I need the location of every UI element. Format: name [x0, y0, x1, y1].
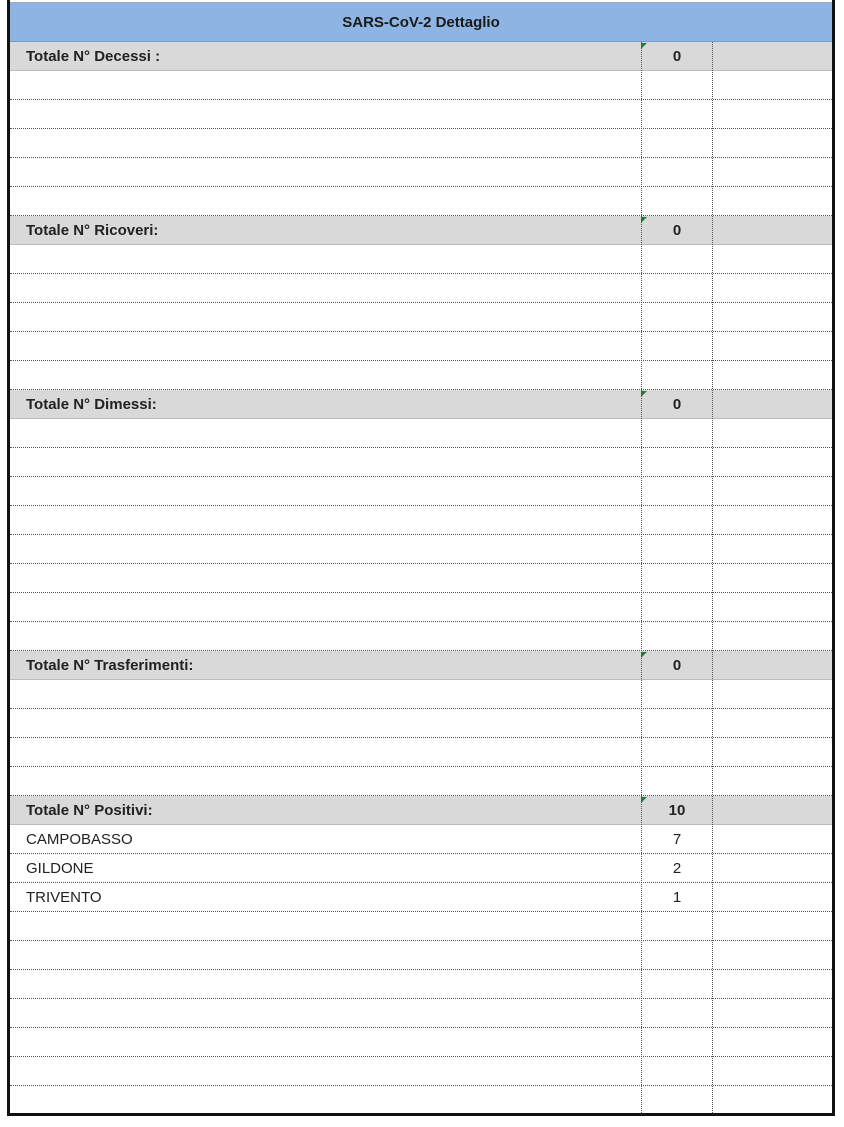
empty-row[interactable]: [10, 738, 832, 767]
section-label[interactable]: Totale N° Dimessi:: [26, 396, 157, 413]
table-row[interactable]: [10, 883, 832, 912]
empty-row[interactable]: [10, 274, 832, 303]
empty-row[interactable]: [10, 100, 832, 129]
section-total-cell[interactable]: 0: [672, 222, 682, 239]
section-header-row[interactable]: [10, 651, 832, 680]
table-border-bottom: [7, 1113, 835, 1116]
empty-row[interactable]: [10, 332, 832, 361]
empty-row[interactable]: [10, 564, 832, 593]
empty-row[interactable]: [10, 477, 832, 506]
empty-row[interactable]: [10, 709, 832, 738]
empty-row[interactable]: [10, 970, 832, 999]
empty-row[interactable]: [10, 245, 832, 274]
table-border-right: [832, 0, 835, 1116]
empty-row[interactable]: [10, 535, 832, 564]
empty-row[interactable]: [10, 680, 832, 709]
empty-row[interactable]: [10, 912, 832, 941]
section-header-row[interactable]: [10, 796, 832, 825]
section-label[interactable]: Totale N° Positivi:: [26, 802, 153, 819]
empty-row[interactable]: [10, 448, 832, 477]
empty-row[interactable]: [10, 767, 832, 796]
table-row[interactable]: [10, 854, 832, 883]
row-label[interactable]: TRIVENTO: [26, 889, 102, 906]
empty-row[interactable]: [10, 506, 832, 535]
empty-row[interactable]: [10, 1028, 832, 1057]
sheet-title[interactable]: SARS-CoV-2 Dettaglio: [8, 2, 834, 42]
row-label[interactable]: GILDONE: [26, 860, 94, 877]
empty-row[interactable]: [10, 1057, 832, 1086]
empty-row[interactable]: [10, 71, 832, 100]
empty-row[interactable]: [10, 361, 832, 390]
empty-row[interactable]: [10, 419, 832, 448]
section-header-row[interactable]: [10, 216, 832, 245]
row-label[interactable]: CAMPOBASSO: [26, 831, 133, 848]
row-value-cell[interactable]: 2: [672, 860, 682, 877]
section-total-cell[interactable]: 0: [672, 657, 682, 674]
column-divider-value: [641, 42, 642, 1113]
empty-row[interactable]: [10, 1086, 832, 1115]
sheet-rows: [10, 42, 832, 1115]
section-total-cell[interactable]: 0: [672, 48, 682, 65]
section-header-row[interactable]: [10, 390, 832, 419]
empty-row[interactable]: [10, 941, 832, 970]
table-border-left: [7, 0, 10, 1116]
section-total-cell[interactable]: 10: [668, 802, 686, 819]
section-label[interactable]: Totale N° Decessi :: [26, 48, 161, 65]
section-header-row[interactable]: [10, 42, 832, 71]
empty-row[interactable]: [10, 158, 832, 187]
section-total-cell[interactable]: 0: [672, 396, 682, 413]
table-row[interactable]: [10, 825, 832, 854]
column-divider-extra: [712, 42, 713, 1113]
empty-row[interactable]: [10, 129, 832, 158]
empty-row[interactable]: [10, 187, 832, 216]
section-label[interactable]: Totale N° Ricoveri:: [26, 222, 159, 239]
row-value-cell[interactable]: 1: [672, 889, 682, 906]
empty-row[interactable]: [10, 999, 832, 1028]
row-value-cell[interactable]: 7: [672, 831, 682, 848]
empty-row[interactable]: [10, 303, 832, 332]
empty-row[interactable]: [10, 593, 832, 622]
section-label[interactable]: Totale N° Trasferimenti:: [26, 657, 194, 674]
empty-row[interactable]: [10, 622, 832, 651]
